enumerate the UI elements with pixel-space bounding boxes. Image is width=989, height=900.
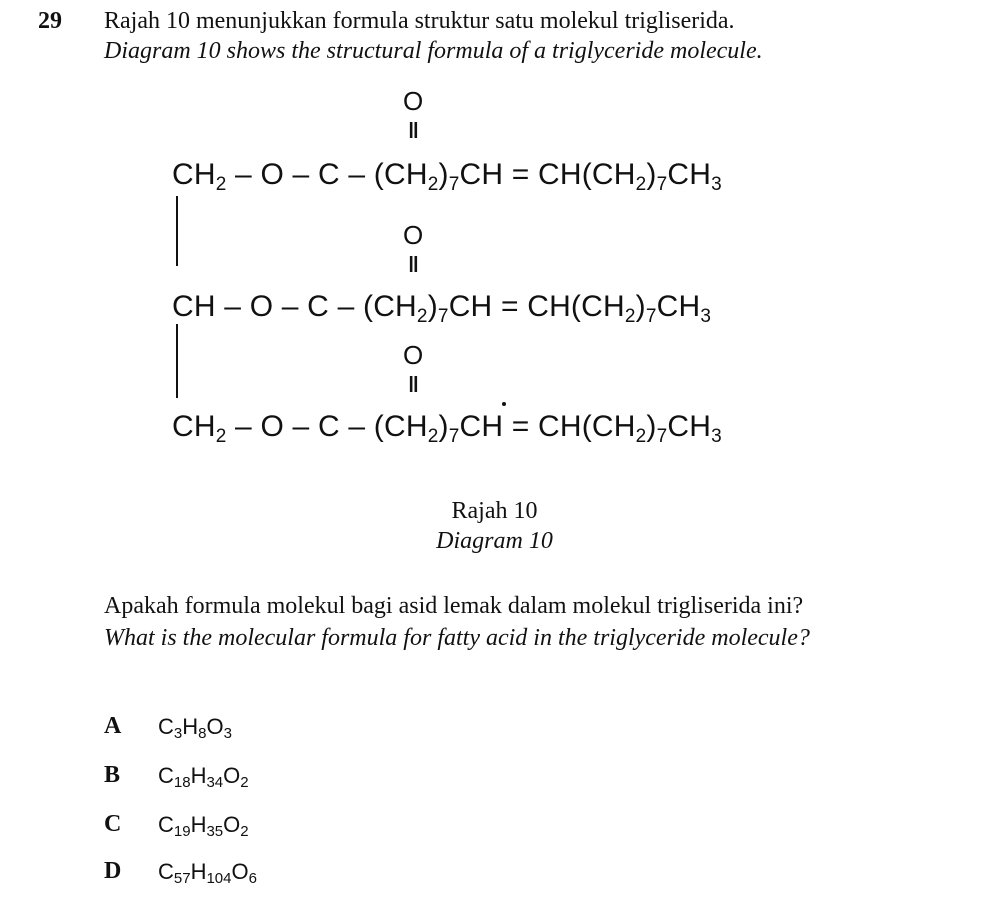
option-d-formula[interactable]: $C_{57}H_{104}O_6$ <box>158 859 257 887</box>
option-a-formula[interactable]: $C_3H_8O_3$ <box>158 714 232 742</box>
double-bond-2: ‖ <box>408 252 419 277</box>
option-a-letter: A <box>104 713 122 739</box>
double-bond-3: ‖ <box>408 372 419 397</box>
carbonyl-oxygen-1: O <box>403 86 424 116</box>
option-b-formula[interactable]: $C_{18}H_{34}O_2$ <box>158 763 249 791</box>
question-english: What is the molecular formula for fatty acid in the triglyceride molecule? <box>104 625 810 651</box>
formula-row-3: $CH_2 - O - C - (CH_2)_7CH = CH(CH_2)_7CH_3$ <box>172 410 722 447</box>
question-stem-english: Diagram 10 shows the structural formula of a triglyceride molecule. <box>104 38 763 64</box>
double-bond-1: ‖ <box>408 118 419 143</box>
question-stem-malay: Rajah 10 menunjukkan formula struktur satu molekul trigliserida. <box>104 8 735 34</box>
backbone-bond-1 <box>176 196 178 266</box>
option-d-letter: D <box>104 858 122 884</box>
diagram-caption-english: Diagram 10 <box>436 528 553 554</box>
question-malay: Apakah formula molekul bagi asid lemak dalam molekul trigliserida ini? <box>104 593 804 619</box>
question-number: 29 <box>38 8 62 34</box>
formula-row-2: CH – $O - C - (CH_2)_7CH = CH(CH_2)_7CH_3$ <box>172 290 712 327</box>
formula-row-1: $CH_2 - O - C - (CH_2)_7CH = CH(CH_2)_7CH_3$ <box>172 158 722 195</box>
carbonyl-oxygen-2: O <box>403 220 424 250</box>
carbonyl-oxygen-3: O <box>403 340 424 370</box>
option-c-formula[interactable]: $C_{19}H_{35}O_2$ <box>158 812 249 840</box>
option-b-letter: B <box>104 762 121 788</box>
print-speck <box>502 402 506 406</box>
option-c-letter: C <box>104 811 122 837</box>
backbone-bond-2 <box>176 324 178 398</box>
diagram-caption-malay: Rajah 10 <box>451 498 538 524</box>
